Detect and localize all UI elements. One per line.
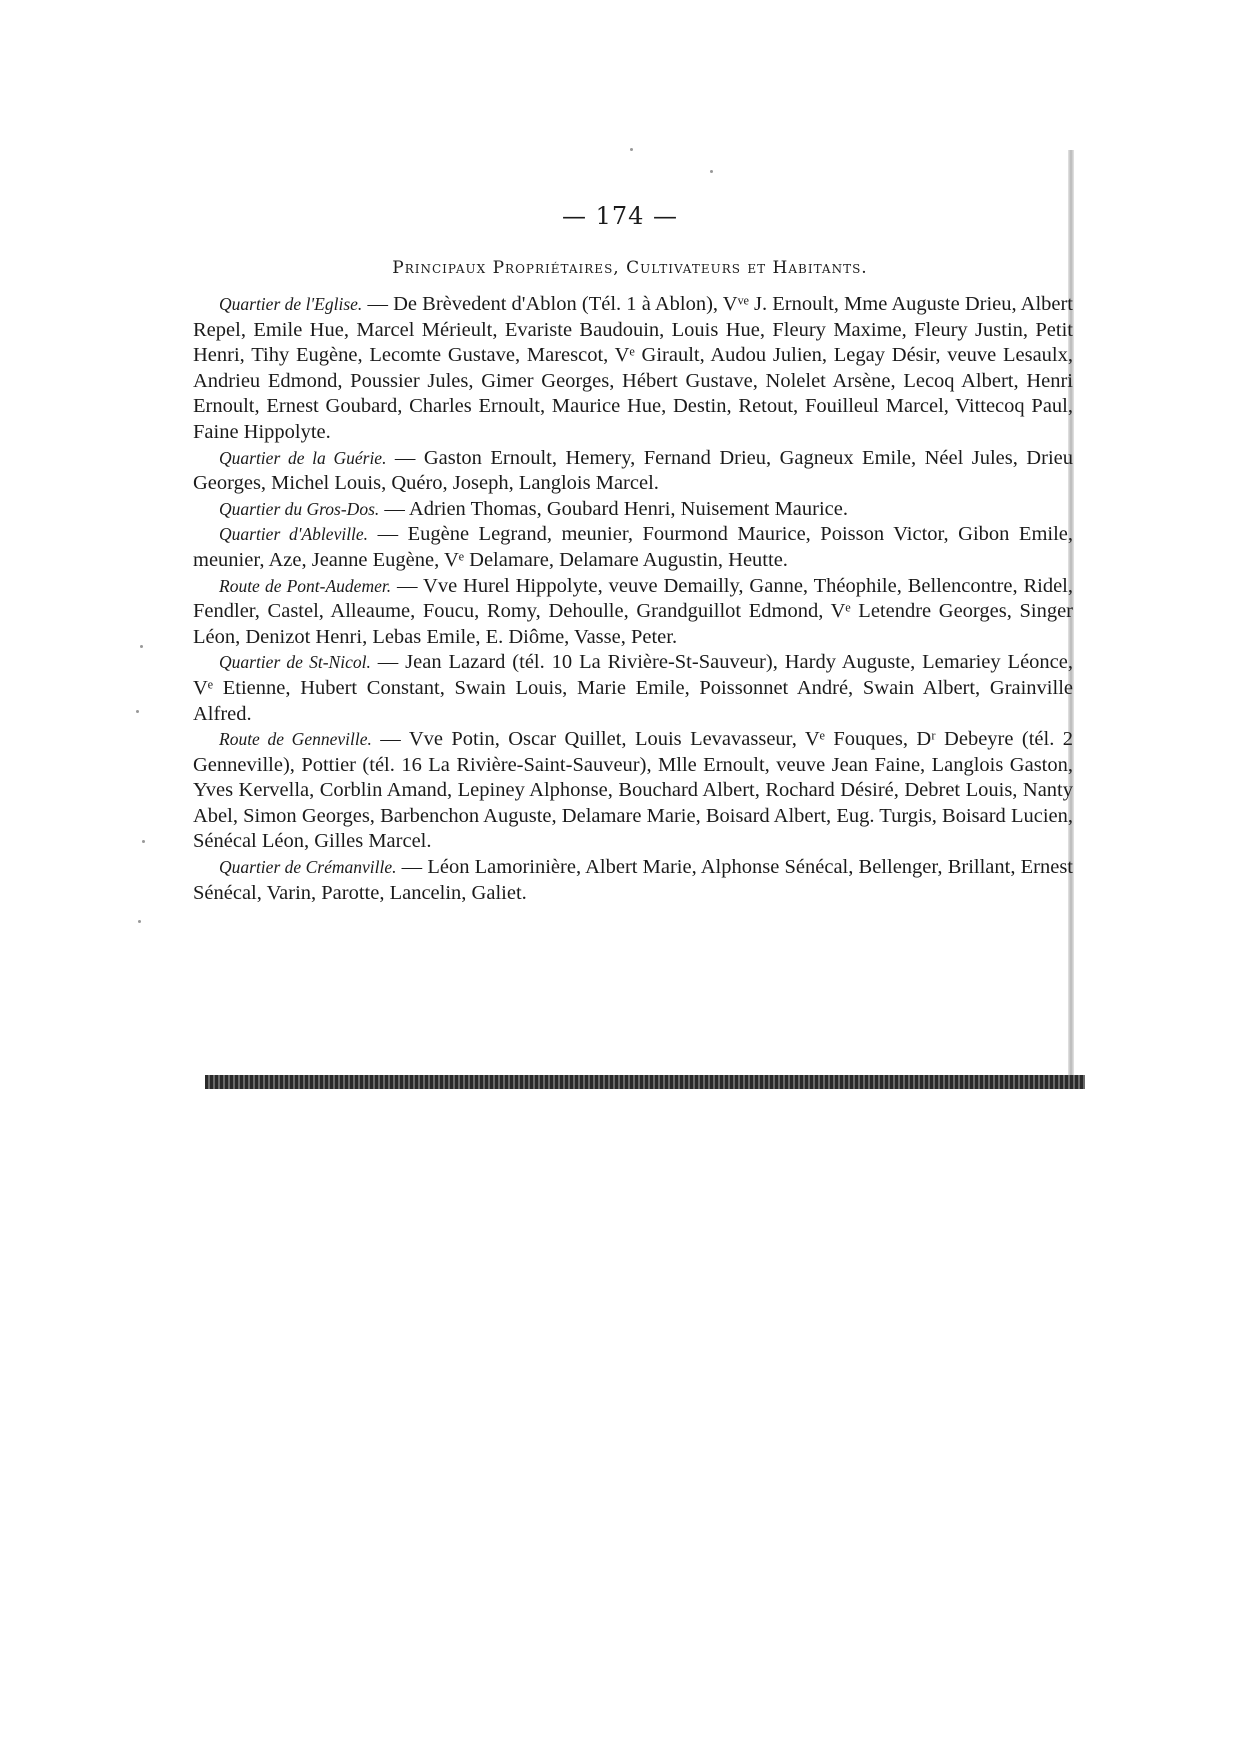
entry-text: — De Brèvedent d'Ablon (Tél. 1 à Ablon), Vᵛᵉ J. Ernoult, Mme Auguste Drieu, Albert Repel, Emile Hue, Marcel Mérieult, Evariste Baudouin, Louis Hue, Fleury Maxime, Fleury Justin, Petit Henri, Tihy Eugène, Lecomte Gustave, Marescot, Vᵉ Girault, Audou Julien, Legay Désir, veuve Lesaulx, Andrieu Edmond, Poussier Jules, Gimer Georges, Hébert Gustave, Nolelet Arsène, Lecoq Albert, Henri Ernoult, Ernest Goubard, Charles Ernoult, Maurice Hue, Destin, Retout, Fouilleul Marcel, Vittecoq Paul, Faine Hippolyte. — [193, 293, 1074, 443]
entry-text: — Jean Lazard (tél. 10 La Rivière-St-Sauveur), Hardy Auguste, Lemariey Léonce, Vᵉ Etienne, Hubert Constant, Swain Louis, Marie Emile, Poissonnet André, Swain Albert, Grainville Alfred. — [193, 651, 1074, 725]
entry-place: Quartier d'Ableville. — [219, 524, 369, 545]
scan-speck — [138, 920, 141, 923]
entry-text: — Vve Hurel Hippolyte, veuve Demailly, Ganne, Théophile, Bellencontre, Ridel, Fendler, Castel, Alleaume, Foucu, Romy, Dehoulle, Grandguillot Edmond, Vᵉ Letendre Georges, Singer Léon, Denizot Henri, Lebas Emile, E. Diôme, Vasse, Peter. — [193, 574, 1073, 648]
entry-quartier-ableville — [193, 522, 1073, 573]
scan-speck — [710, 170, 713, 173]
residents-list — [193, 292, 1073, 906]
entry-quartier-guerie — [193, 446, 1073, 497]
scan-speck — [136, 710, 139, 713]
page-number: — 174 — — [561, 202, 679, 230]
entry-text: — Adrien Thomas, Goubard Henri, Nuisement Maurice. — [384, 497, 849, 520]
entry-text: — Léon Lamorinière, Albert Marie, Alphonse Sénécal, Bellenger, Brillant, Ernest Sénécal, Varin, Parotte, Lancelin, Galiet. — [193, 856, 1073, 904]
entry-route-pont-audemer — [193, 574, 1073, 651]
entry-place: Quartier du Gros-Dos. — [219, 498, 380, 519]
bottom-rule — [205, 1075, 1085, 1089]
scan-speck — [142, 840, 145, 843]
entry-place: Quartier de l'Eglise. — [219, 294, 363, 314]
entry-text: — Gaston Ernoult, Hemery, Fernand Drieu, Gagneux Emile, Néel Jules, Drieu Georges, Michel Louis, Quéro, Joseph, Langlois Marcel. — [193, 446, 1073, 495]
section-heading: Principaux Propriétaires, Cultivateurs et Habitants. — [392, 258, 868, 278]
entry-text: — Vve Potin, Oscar Quillet, Louis Levavasseur, Vᵉ Fouques, Dʳ Debeyre (tél. 2 Genneville), Pottier (tél. 16 La Rivière-Saint-Sauveur), Mlle Ernoult, veuve Jean Faine, Langlois Gaston, Yves Kervella, Corblin Amand, Lepiney Alphonse, Bouchard Albert, Rochard Désiré, Debret Louis, Nanty Abel, Simon Georges, Barbenchon Auguste, Delamare Marie, Boisard Albert, Eug. Turgis, Boisard Lucien, Sénécal Léon, Gilles Marcel. — [193, 728, 1074, 853]
scanned-page — [150, 150, 1090, 1110]
entry-quartier-eglise — [193, 292, 1073, 446]
entry-quartier-cremanville — [193, 855, 1073, 906]
entry-place: Quartier de la Guérie. — [219, 447, 387, 468]
entry-quartier-st-nicol — [193, 650, 1073, 727]
entry-place: Route de Pont-Audemer. — [219, 575, 392, 596]
entry-place: Quartier de St-Nicol. — [219, 652, 371, 673]
scan-speck — [630, 148, 633, 151]
entry-place: Quartier de Crémanville. — [219, 857, 397, 878]
entry-text: — Eugène Legrand, meunier, Fourmond Maurice, Poisson Victor, Gibon Emile, meunier, Aze, Jeanne Eugène, Vᵉ Delamare, Delamare Augustin, Heutte. — [193, 523, 1074, 571]
entry-place: Route de Genneville. — [219, 729, 372, 750]
entry-quartier-gros-dos — [193, 497, 1073, 523]
scan-speck — [140, 645, 143, 648]
entry-route-genneville — [193, 727, 1073, 855]
